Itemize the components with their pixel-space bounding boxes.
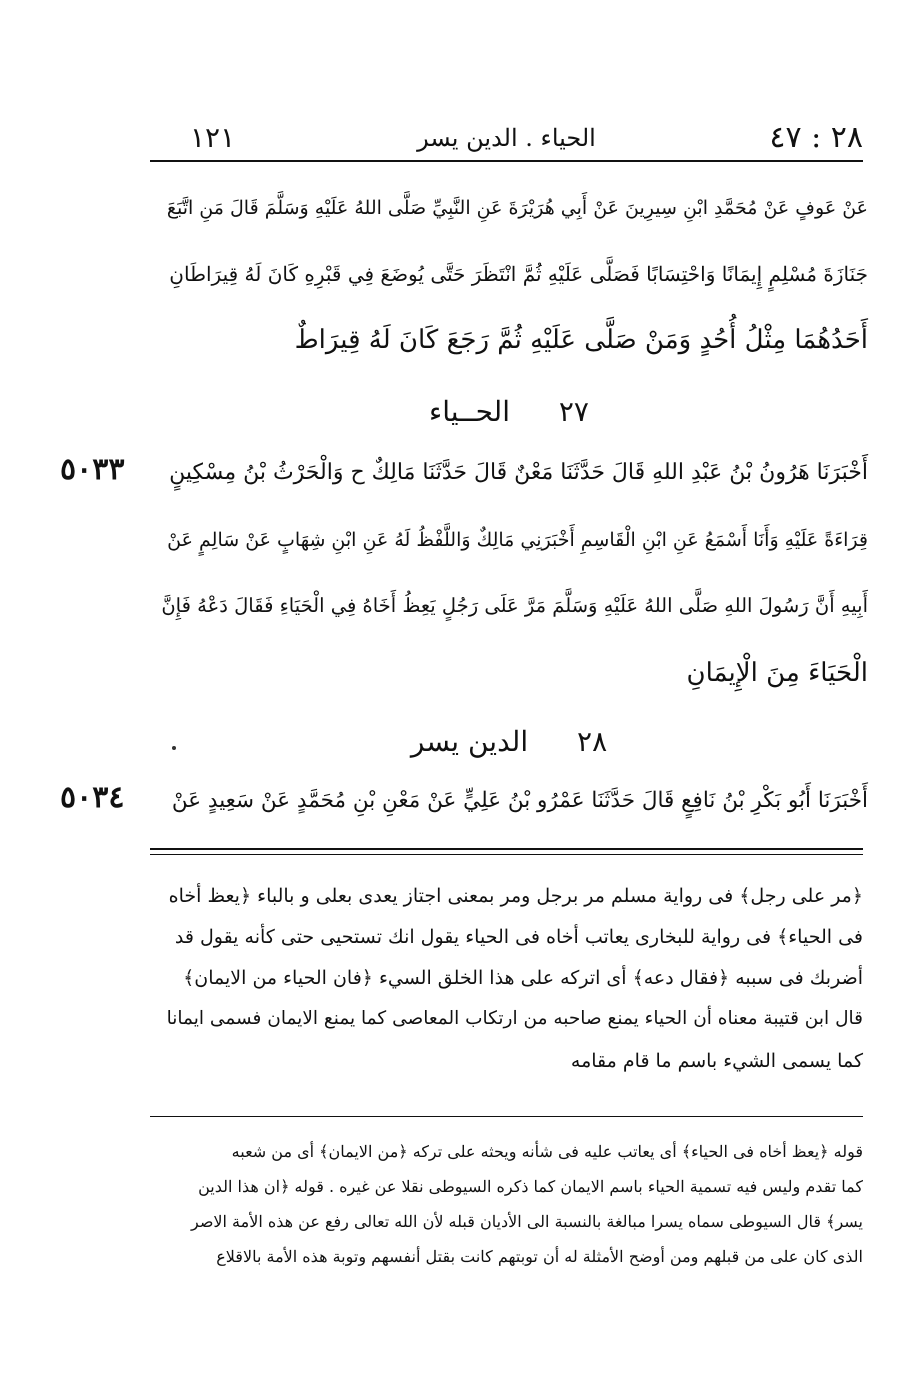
print-speck (172, 746, 176, 750)
section-reference: ٢٨ : ٤٧ (769, 120, 863, 155)
chapter-heading (150, 392, 868, 432)
footnote-rule (150, 1116, 863, 1117)
text-line: عَنْ عَوفٍ عَنْ مُحَمَّدِ ابْنِ سِيرِينَ عَنْ أَبِي هُرَيْرَةَ عَنِ النَّبِيِّ صَلَّى اللهُ عَلَيْهِ وَسَلَّمَ قَالَ مَنِ اتَّبَعَ (166, 197, 868, 219)
running-header (150, 118, 863, 158)
hadith-line: قِرَاءَةً عَلَيْهِ وَأَنَا أَسْمَعُ عَنِ ابْنِ الْقَاسِمِ أَخْبَرَنِي مَالِكٌ وَاللَّفْظُ لَهُ عَنِ ابْنِ شِهَابٍ عَنْ سَالِمٍ عَنْ (167, 529, 868, 551)
commentary-line: كما يسمى الشيء باسم ما قام مقامه (570, 1050, 863, 1072)
footnote-line: يسر﴾ قال السيوطى سماه يسرا مبالغة بالنسبة الى الأديان قبله لأن الله تعالى رفع عن هذه الأمة الاصر (190, 1212, 863, 1231)
hadith-number: ٥٠٣٤ (60, 780, 125, 815)
commentary-line: فى الحياء﴾ فى رواية للبخارى يعاتب أخاه فى الحياء يقول انك تستحيى حتى كأنه يقول قد (174, 926, 863, 948)
hadith-line: أَخْبَرَنَا هَرُونُ بْنُ عَبْدِ اللهِ قَالَ حَدَّثَنَا مَعْنٌ قَالَ حَدَّثَنَا مَالِكٌ ح وَالْحَرْثُ بْنُ مِسْكِينٍ (169, 460, 868, 485)
footnote-line: كما تقدم وليس فيه تسمية الحياء باسم الايمان كما ذكره السيوطى نقلا عن غيره . قوله ﴿ان هذا الدين (198, 1177, 863, 1196)
commentary-line: ﴿مر على رجل﴾ فى رواية مسلم مر برجل ومر بمعنى اجتاز يعدى بعلى و بالباء ﴿يعظ أخاه (168, 885, 863, 907)
commentary-line: أضربك فى سببه ﴿فقال دعه﴾ أى اتركه على هذا الخلق السيء ﴿فان الحياء من الايمان﴾ (183, 967, 863, 989)
commentary-rule (150, 848, 863, 850)
chapter-number: ٢٨ (577, 725, 608, 758)
hadith-number: ٥٠٣٣ (60, 452, 125, 487)
footnote-line: الذى كان على من قبلهم ومن أوضح الأمثلة له أن توبتهم كانت بقتل أنفسهم وتوبة هذه الأمة بالاقلاع (216, 1247, 863, 1266)
chapter-number: ٢٧ (558, 395, 589, 428)
chapter-heading (150, 722, 868, 762)
hadith-line: الْحَيَاءَ مِنَ الْإِيمَانِ (686, 658, 868, 688)
page-number: ١٢١ (190, 121, 236, 154)
hadith-line: أَخْبَرَنَا أَبُو بَكْرِ بْنُ نَافِعٍ قَالَ حَدَّثَنَا عَمْرُو بْنُ عَلِيٍّ عَنْ مَعْنِ بْنِ مُحَمَّدٍ عَنْ سَعِيدٍ عَنْ (171, 788, 868, 813)
header-rule (150, 160, 863, 162)
commentary-rule (150, 854, 863, 855)
chapter-title: الحــياء (429, 395, 510, 428)
commentary-line: قال ابن قتيبة معناه أن الحياء يمنع صاحبه من ارتكاب المعاصى كما يمنع الايمان فسمى ايمانا (166, 1008, 863, 1029)
text-line: جَنَازَةَ مُسْلِمٍ إِيمَانًا وَاحْتِسَابًا فَصَلَّى عَلَيْهِ ثُمَّ انْتَظَرَ حَتَّى يُوضَعَ فِي قَبْرِهِ كَانَ لَهُ قِيرَاطَانِ (169, 262, 868, 286)
text-line: أَحَدُهُمَا مِثْلُ أُحُدٍ وَمَنْ صَلَّى عَلَيْهِ ثُمَّ رَجَعَ كَانَ لَهُ قِيرَاطٌ (294, 325, 868, 355)
footnote-line: قوله ﴿يعظ أخاه فى الحياء﴾ أى يعاتب عليه فى شأنه ويحثه على تركه ﴿من الايمان﴾ أى من شعبه (231, 1142, 863, 1161)
hadith-line: أَبِيهِ أَنَّ رَسُولَ اللهِ صَلَّى اللهُ عَلَيْهِ وَسَلَّمَ مَرَّ عَلَى رَجُلٍ يَعِظُ أَخَاهُ فِي الْحَيَاءِ فَقَالَ دَعْهُ فَإِنَّ (161, 594, 868, 617)
chapter-title: الدين يسر (410, 725, 529, 758)
running-title: الحياء . الدين يسر (417, 124, 596, 152)
